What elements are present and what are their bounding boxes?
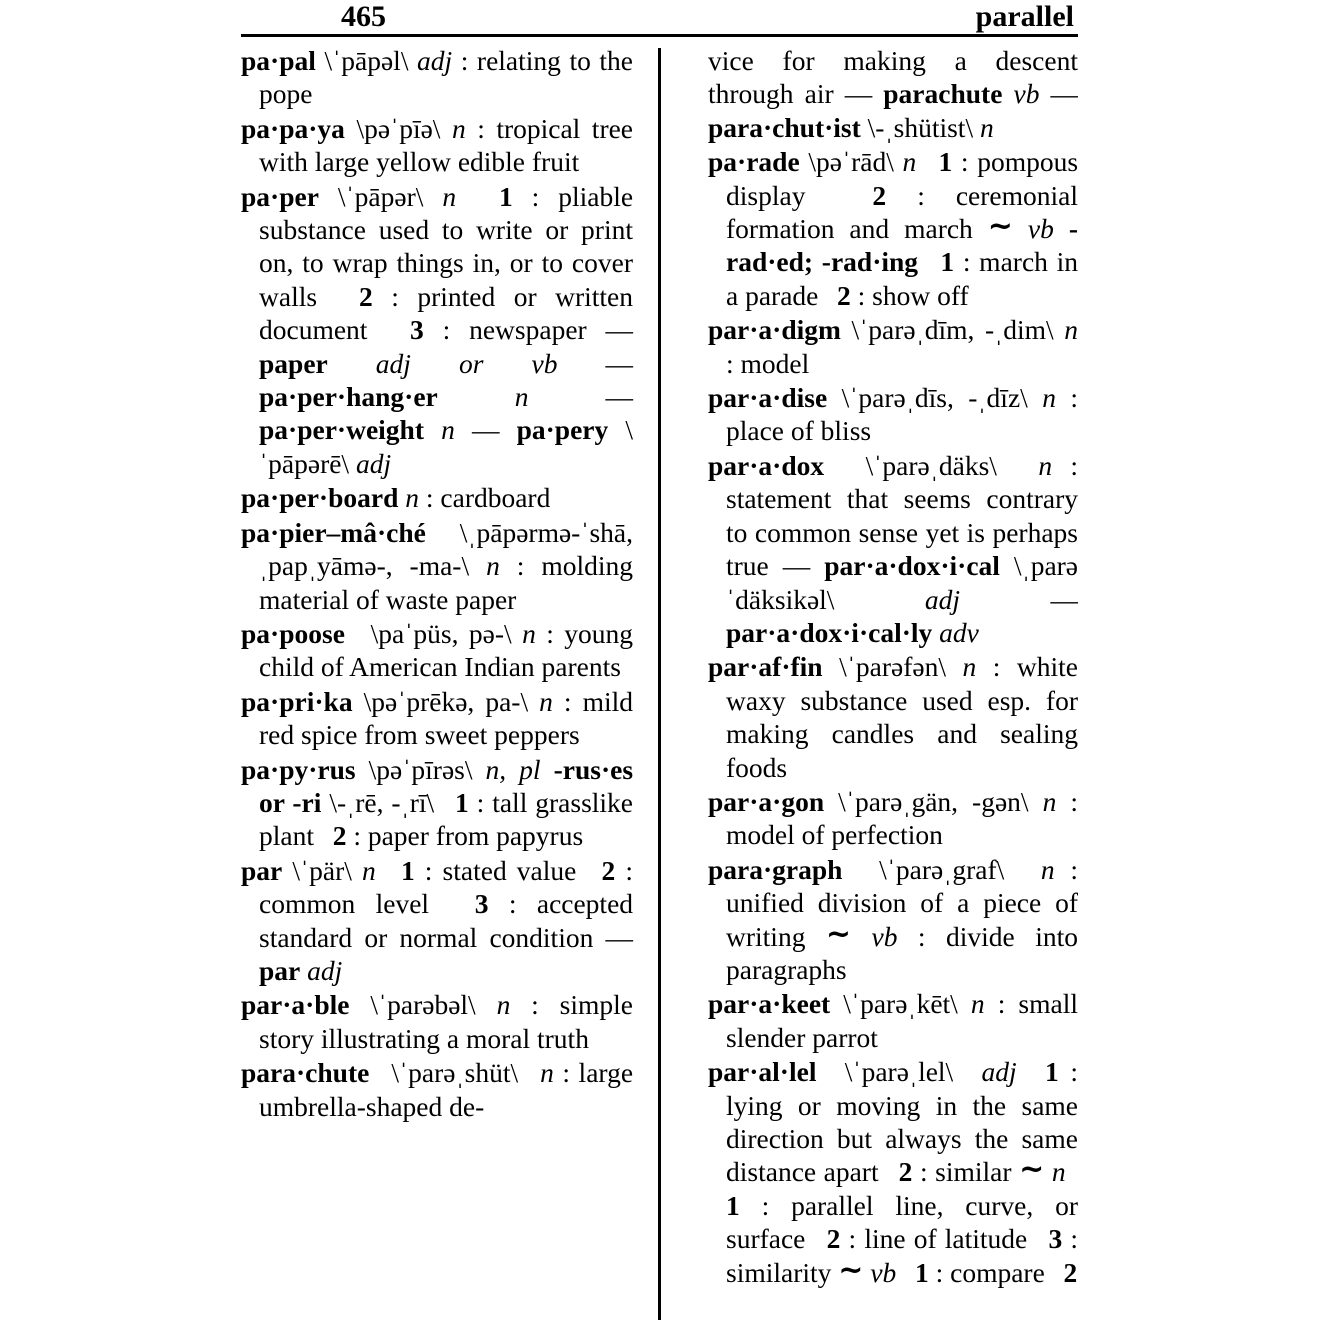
runon-word: para·chut·ist xyxy=(708,111,861,143)
runon-word: paper xyxy=(259,347,328,379)
sense-number: 1 xyxy=(400,854,415,886)
part-of-speech: n xyxy=(1040,853,1055,885)
headword: par xyxy=(241,854,283,886)
sense-text: : pompous display xyxy=(726,146,1078,211)
definition: : unified division of a piece of writing xyxy=(726,853,1078,952)
part-of-speech: n xyxy=(962,651,977,683)
runon-dash: — xyxy=(605,314,634,346)
verb-pos: vb xyxy=(871,920,898,952)
sense-number: 2 xyxy=(826,1223,841,1255)
runon-pos: adj or vb xyxy=(375,347,558,379)
pronunciation: \ˈparəˌgraf\ xyxy=(879,853,1005,885)
pronunciation: \paˈpüs, pə-\ xyxy=(370,617,512,649)
sense-number: 1 xyxy=(914,1256,929,1288)
pronunciation: \ˈparəˌkēt\ xyxy=(843,988,958,1020)
pronunciation: \ˈparəˌdäks\ xyxy=(865,449,997,481)
runon-dash: — xyxy=(782,550,811,582)
guide-word: parallel xyxy=(975,0,1074,33)
entry-papal xyxy=(241,44,633,111)
headword: par·a·ble xyxy=(241,989,350,1021)
sense-text: : paper from papyrus xyxy=(353,820,584,852)
headword: pa·per xyxy=(241,180,319,212)
definition: : small slender parrot xyxy=(726,988,1078,1053)
swung-dash-icon: ~ xyxy=(838,1252,864,1288)
running-head xyxy=(241,0,1078,34)
pronunciation: \ˈpāpər\ xyxy=(337,180,424,212)
pronunciation: \ˈparəˌgän, -gən\ xyxy=(838,785,1029,817)
runon-word: parachute xyxy=(883,78,1003,110)
runon-dash: — xyxy=(1050,78,1078,110)
part-of-speech: adj xyxy=(417,45,453,76)
pronunciation: \ˈparəˌshüt\ xyxy=(391,1057,519,1089)
sense-number: 2 xyxy=(601,854,616,886)
verb-pos: vb xyxy=(1027,213,1054,245)
runon-pos: n xyxy=(979,111,994,143)
definition: : molding material of waste paper xyxy=(259,550,634,615)
headword: pa·poose xyxy=(241,617,345,649)
part-of-speech: adj xyxy=(981,1056,1017,1088)
sense-number: 1 xyxy=(1044,1056,1059,1088)
sense-text: : printed or written document xyxy=(259,280,633,346)
definition: : relating to the pope xyxy=(259,45,634,110)
sense-text: : march in a parade xyxy=(726,246,1078,311)
entry-paraffin xyxy=(708,650,1078,784)
sense-number: 2 xyxy=(837,279,851,311)
sense-text: : pliable substance used to write or print on, to wrap things in, or to cover walls xyxy=(259,180,634,312)
pronunciation: \ˈparəbəl\ xyxy=(370,989,476,1021)
part-of-speech: n xyxy=(486,550,500,582)
inflection-pronunciation: \-ˌrē, -ˌrī\ xyxy=(329,786,435,818)
entry-paradox xyxy=(708,449,1078,649)
part-of-speech: n xyxy=(902,146,917,178)
definition: : model xyxy=(726,347,810,379)
sense-text: : similarity xyxy=(726,1223,1078,1288)
pronunciation: \ˌpāpərmə-ˈshā, ˌpapˌyāmə-, -ma-\ xyxy=(259,516,634,582)
sense-number: 3 xyxy=(474,888,489,920)
headword: par·a·dise xyxy=(708,382,828,414)
entry-parachute xyxy=(241,1056,633,1123)
sense-number: 2 xyxy=(358,280,373,312)
runon-pronunciation: \ˈpāpərē\ xyxy=(259,414,633,479)
entry-parable xyxy=(241,988,633,1055)
entry-parallel xyxy=(708,1055,1078,1289)
runon-word: par·a·dox·i·cal·ly xyxy=(726,616,933,648)
sense-number: 2 xyxy=(872,179,887,211)
part-of-speech: n xyxy=(1042,785,1057,817)
page-number: 465 xyxy=(341,0,386,33)
verb-pos: vb xyxy=(870,1256,897,1288)
part-of-speech: n, pl xyxy=(485,753,541,785)
headword: pa·pal xyxy=(241,45,316,76)
part-of-speech: n xyxy=(362,854,376,886)
sense-text: : tall grasslike plant xyxy=(259,786,634,852)
noun-pos: n xyxy=(1051,1156,1066,1188)
runon-pos: adj xyxy=(307,954,343,986)
definition-continued: vice for making a descent through air xyxy=(708,45,1078,110)
part-of-speech: n xyxy=(1042,382,1056,414)
columns-container xyxy=(241,44,1078,1320)
runon-dash: — xyxy=(1050,583,1078,615)
part-of-speech: n xyxy=(539,685,553,717)
sense-number: 3 xyxy=(410,314,424,346)
pronunciation: \ˈparəˌdīm, -ˌdim\ xyxy=(851,314,1054,346)
sense-number: 1 xyxy=(938,146,953,178)
entry-parachute-continued xyxy=(708,44,1078,144)
inflections: -rus·es or -ri xyxy=(259,753,634,818)
sense-number: 1 xyxy=(454,786,469,818)
sense-text: : parallel line, curve, or surface xyxy=(726,1189,1078,1255)
runon-pos: adj xyxy=(355,447,392,479)
definition: : large umbrella-shaped de- xyxy=(259,1057,634,1122)
entry-paradigm xyxy=(708,313,1078,380)
sense-text: : compare xyxy=(935,1256,1045,1288)
part-of-speech: n xyxy=(442,180,457,212)
swung-dash-icon: ~ xyxy=(1019,1152,1045,1188)
headword: par·af·fin xyxy=(708,651,823,683)
headword: par·al·lel xyxy=(708,1056,817,1088)
left-column xyxy=(241,44,641,1320)
sense-text: : lying or moving in the same direction but always the same distance apart xyxy=(726,1056,1078,1188)
definition: : model of perfection xyxy=(726,785,1078,851)
headword: pa·py·rus xyxy=(241,753,356,785)
part-of-speech: n xyxy=(405,482,420,514)
sense-text: : accepted standard or normal condition xyxy=(259,888,634,953)
sense-number: 3 xyxy=(1048,1223,1063,1255)
entry-paradise xyxy=(708,381,1078,448)
pronunciation: \pəˈprēkə, pa-\ xyxy=(363,685,529,717)
runon-dash: — xyxy=(605,381,634,413)
runon-dash: — xyxy=(471,414,500,446)
runon-dash: — xyxy=(605,921,634,953)
sense-number: 1 xyxy=(940,246,955,278)
entry-parade xyxy=(708,145,1078,312)
pronunciation: \ˈparəfən\ xyxy=(839,651,946,683)
headword: pa·pa·ya xyxy=(241,112,345,144)
definition: : tropical tree with large yellow edible fruit xyxy=(259,112,634,178)
runon-pos: adj xyxy=(924,583,961,615)
runon-word: par·a·dox·i·cal xyxy=(824,550,1000,582)
runon-dash: — xyxy=(605,347,633,379)
part-of-speech: n xyxy=(496,989,511,1021)
sense-text: : ceremonial formation and march xyxy=(726,179,1078,245)
definition: : white waxy substance used esp. for making candles and sealing foods xyxy=(726,651,1078,783)
part-of-speech: n xyxy=(1064,314,1078,346)
sense-number: 2 xyxy=(898,1156,913,1188)
headword: par·a·dox xyxy=(708,449,825,481)
pronunciation: \ˈparəˌdīs, -ˌdīz\ xyxy=(841,382,1028,414)
pronunciation: \ˈparəˌlel\ xyxy=(844,1056,954,1088)
entry-paragon xyxy=(708,785,1078,852)
definition: : statement that seems contrary to common sense yet is perhaps true xyxy=(726,449,1078,582)
entry-paragraph xyxy=(708,853,1078,987)
sense-text: : stated value xyxy=(424,854,577,886)
definition: : mild red spice from sweet peppers xyxy=(259,685,633,751)
entry-papier-mache xyxy=(241,516,633,616)
pronunciation: \pəˈpīrəs\ xyxy=(368,753,473,785)
column-divider xyxy=(641,44,678,1320)
entry-par xyxy=(241,854,633,988)
entry-papaya xyxy=(241,112,633,179)
runon-pronunciation: \-ˌshütist\ xyxy=(867,111,974,143)
runon-word: pa·per·weight xyxy=(259,414,424,446)
headword: pa·rade xyxy=(708,146,800,178)
runon-dash: — xyxy=(844,78,873,110)
runon-pronunciation: \ˌparəˈdäksikəl\ xyxy=(726,550,1078,615)
sense-text: : similar xyxy=(919,1156,1012,1188)
swung-dash-icon: ~ xyxy=(825,916,852,952)
part-of-speech: n xyxy=(1038,449,1053,481)
definition: : simple story illustrating a moral truth xyxy=(259,989,633,1054)
runon-word: pa·pery xyxy=(516,414,609,446)
entry-papoose xyxy=(241,617,633,684)
header-rule xyxy=(241,34,1078,37)
definition: : young child of American Indian parents xyxy=(259,617,634,683)
runon-pos: n xyxy=(514,381,529,413)
runon-word: pa·per·hang·er xyxy=(259,381,438,413)
sense-number: 1 xyxy=(498,180,513,212)
definition: : cardboard xyxy=(425,482,551,514)
pronunciation: \ˈpär\ xyxy=(292,854,352,886)
part-of-speech: n xyxy=(970,988,985,1020)
sense-number: 1 xyxy=(726,1189,740,1221)
sense-text: : line of latitude xyxy=(848,1223,1028,1255)
entry-paper xyxy=(241,180,633,481)
sense-text: : show off xyxy=(857,279,969,311)
headword: par·a·gon xyxy=(708,785,825,817)
headword: pa·pri·ka xyxy=(241,685,353,717)
part-of-speech: n xyxy=(451,112,466,144)
entry-paprika xyxy=(241,685,633,752)
pronunciation: \pəˈpīə\ xyxy=(356,112,441,144)
part-of-speech: n xyxy=(540,1057,554,1089)
entry-papyrus xyxy=(241,753,633,853)
sense-text: : common level xyxy=(259,854,634,920)
pronunciation: \pəˈrād\ xyxy=(808,146,894,178)
sense-number: 2 xyxy=(1063,1256,1078,1288)
runon-pos: adv xyxy=(939,616,979,648)
runon-pos: n xyxy=(441,414,455,446)
verb-definition: : divide into paragraphs xyxy=(726,920,1078,985)
definition: : place of bliss xyxy=(726,382,1078,447)
headword: par·a·keet xyxy=(708,988,831,1020)
pronunciation: \ˈpāpəl\ xyxy=(324,45,409,76)
part-of-speech: n xyxy=(522,617,536,649)
sense-number: 2 xyxy=(332,820,347,852)
swung-dash-icon: ~ xyxy=(987,209,1013,245)
entry-paperboard xyxy=(241,481,633,514)
headword: pa·pier–mâ·ché xyxy=(241,516,426,548)
headword: par·a·digm xyxy=(708,314,841,346)
entry-parakeet xyxy=(708,987,1078,1054)
runon-pos: vb xyxy=(1013,78,1040,110)
headword: para·chute xyxy=(241,1057,370,1089)
right-column xyxy=(678,44,1078,1320)
runon-word: par xyxy=(259,954,301,986)
headword: para·graph xyxy=(708,853,843,885)
sense-text: : newspaper xyxy=(442,314,587,346)
inflections: -rad·ed; -rad·ing xyxy=(726,213,1078,278)
headword: pa·per·board xyxy=(241,482,399,514)
